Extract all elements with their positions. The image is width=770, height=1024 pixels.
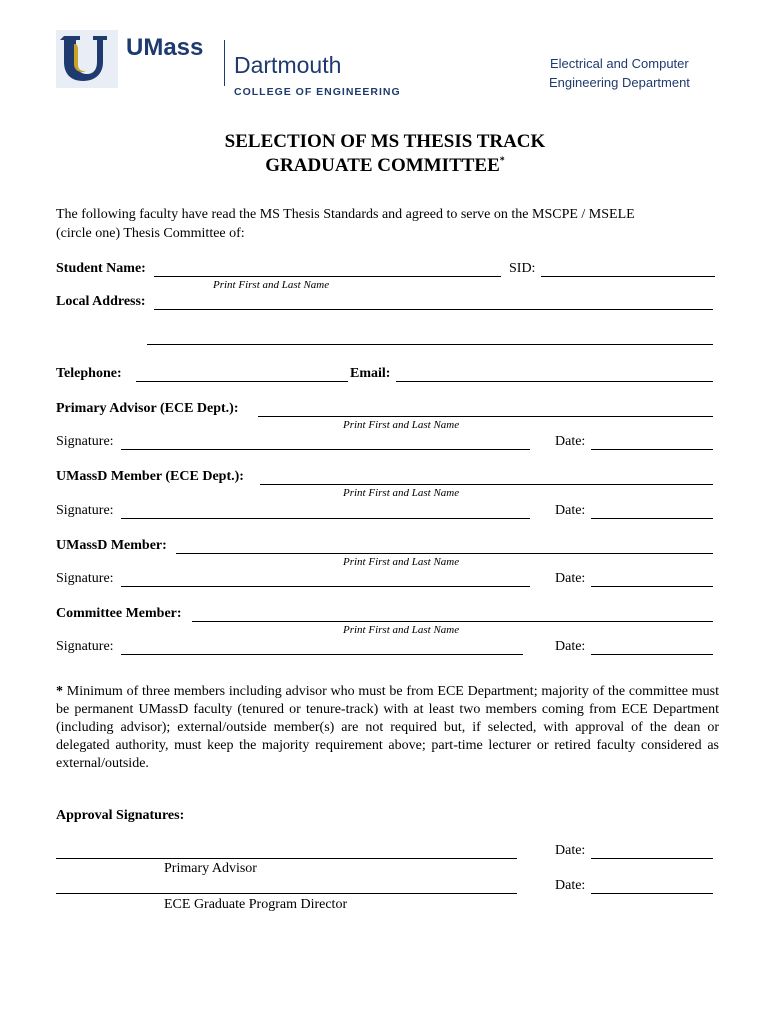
date-field[interactable] <box>591 586 713 587</box>
sid-field[interactable] <box>541 276 715 277</box>
date-field[interactable] <box>591 518 713 519</box>
logo-campus-text: Dartmouth <box>234 52 342 78</box>
umass-dartmouth-logo <box>56 26 411 102</box>
signature-label: Signature: <box>56 639 114 654</box>
committee-member-label: UMassD Member: <box>56 538 167 553</box>
signature-label: Signature: <box>56 434 114 449</box>
email-label: Email: <box>350 366 391 381</box>
approval-role-label: ECE Graduate Program Director <box>164 897 348 912</box>
student-name-hint: Print First and Last Name <box>213 279 330 291</box>
signature-label: Signature: <box>56 571 114 586</box>
footnote-paragraph <box>56 683 719 773</box>
email-field[interactable] <box>396 381 713 382</box>
committee-member-hint: Print First and Last Name <box>343 556 460 568</box>
department-line-1: Electrical and Computer <box>550 56 689 71</box>
telephone-field[interactable] <box>136 381 348 382</box>
local-address-label: Local Address: <box>56 294 146 309</box>
committee-member-name-field[interactable] <box>192 621 713 622</box>
page-title-line-2 <box>0 155 770 177</box>
signature-field[interactable] <box>121 586 530 587</box>
approval-heading: Approval Signatures: <box>56 808 185 823</box>
date-field[interactable] <box>591 449 713 450</box>
logo-college-text: COLLEGE OF ENGINEERING <box>234 86 401 98</box>
committee-member-name-field[interactable] <box>176 553 713 554</box>
committee-member-hint: Print First and Last Name <box>343 487 460 499</box>
student-name-label: Student Name: <box>56 261 146 276</box>
date-field[interactable] <box>591 893 713 894</box>
approval-signature-field[interactable] <box>56 858 517 859</box>
date-label: Date: <box>555 571 586 586</box>
page-title-line-1: SELECTION OF MS THESIS TRACK <box>224 131 546 152</box>
logo-brand-text: UMass <box>126 34 204 61</box>
date-label: Date: <box>555 434 586 449</box>
signature-field[interactable] <box>121 518 530 519</box>
telephone-label: Telephone: <box>56 366 122 381</box>
local-address-field-1[interactable] <box>154 309 713 310</box>
logo-divider <box>224 40 225 86</box>
date-label: Date: <box>555 503 586 518</box>
footnote-mark: * <box>56 684 63 699</box>
local-address-field-2[interactable] <box>147 344 713 345</box>
committee-member-name-field[interactable] <box>258 416 713 417</box>
intro-line-2: (circle one) Thesis Committee of: <box>56 226 245 241</box>
date-label: Date: <box>555 878 586 893</box>
signature-label: Signature: <box>56 503 114 518</box>
committee-member-name-field[interactable] <box>260 484 713 485</box>
page-title-text: GRADUATE COMMITTEE <box>265 155 500 176</box>
student-name-field[interactable] <box>154 276 501 277</box>
date-label: Date: <box>555 639 586 654</box>
committee-member-hint: Print First and Last Name <box>343 419 460 431</box>
approval-role-label: Primary Advisor <box>164 861 257 876</box>
signature-field[interactable] <box>121 654 523 655</box>
committee-member-label: Committee Member: <box>56 606 182 621</box>
date-field[interactable] <box>591 858 713 859</box>
department-line-2: Engineering Department <box>549 75 690 90</box>
committee-member-hint: Print First and Last Name <box>343 624 460 636</box>
approval-signature-field[interactable] <box>56 893 517 894</box>
intro-line-1: The following faculty have read the MS Thesis Standards and agreed to serve on the MSCPE / MSELE <box>56 207 635 222</box>
footnote-text: Minimum of three members including advisor who must be from ECE Department; majority of the committee must be permanent UMassD faculty (tenured or tenure-track) with at least two members coming from ECE Department (including advisor); external/outside member(s) are not required but, if selected, with approval of the dean or delegated authority, must keep the majority requirement above; part-time lecturer or retired faculty considered as external/outside. <box>56 684 719 771</box>
date-label: Date: <box>555 843 586 858</box>
title-footnote-mark: * <box>499 155 505 167</box>
committee-member-label: Primary Advisor (ECE Dept.): <box>56 401 239 416</box>
sid-label: SID: <box>509 261 536 276</box>
u-emblem-icon <box>56 30 118 88</box>
date-field[interactable] <box>591 654 713 655</box>
signature-field[interactable] <box>121 449 530 450</box>
committee-member-label: UMassD Member (ECE Dept.): <box>56 469 244 484</box>
